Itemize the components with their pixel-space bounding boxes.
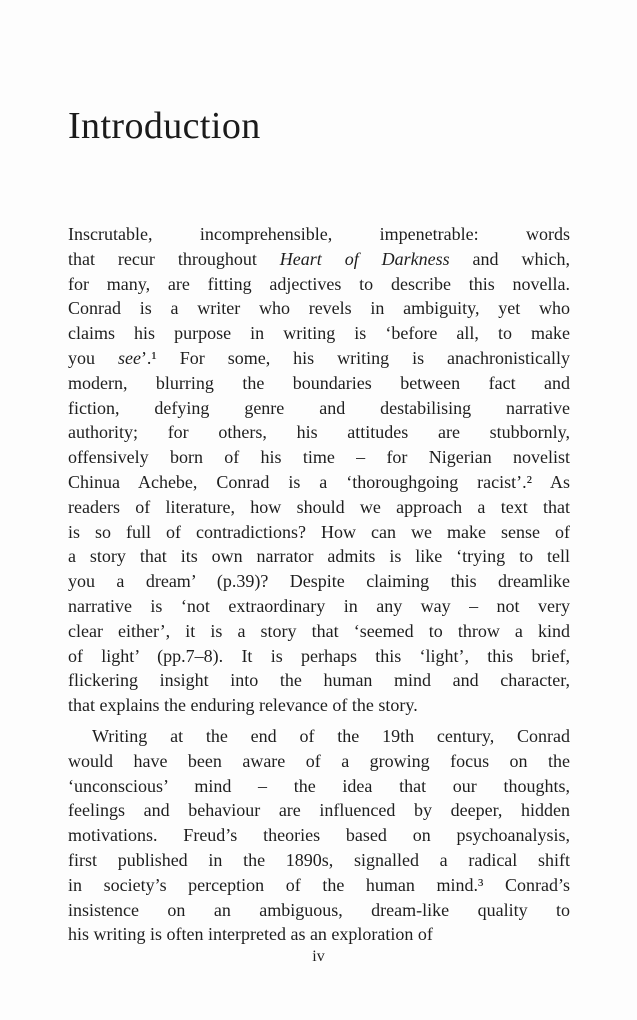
text-segment: and which,: [449, 248, 570, 269]
text-line: [68, 693, 570, 718]
text-segment: of light’ (pp.7–8). It is perhaps this ‘light’, this brief,: [68, 645, 570, 666]
paragraph: [68, 222, 570, 718]
text-segment: ’.¹ For some, his writing is anachronistically: [140, 347, 570, 368]
text-segment: Chinua Achebe, Conrad is a ‘thoroughgoing racist’.² As: [68, 471, 570, 492]
text-segment: for many, are fitting adjectives to describe this novella.: [68, 273, 570, 294]
text-line: [68, 644, 570, 669]
text-segment: offensively born of his time – for Nigerian novelist: [68, 447, 570, 468]
text-segment: first published in the 1890s, signalled a radical shift: [68, 849, 570, 870]
text-line: [68, 873, 570, 898]
text-segment: flickering insight into the human mind and character,: [68, 670, 570, 691]
text-line: [68, 272, 570, 297]
page-title: Introduction: [68, 105, 261, 147]
text-segment: is so full of contradictions? How can we make sense of: [68, 521, 570, 542]
text-segment: motivations. Freud’s theories based on psychoanalysis,: [68, 825, 570, 846]
text-line: [68, 569, 570, 594]
text-segment: Conrad is a writer who revels in ambiguity, yet who: [68, 298, 570, 319]
text-line: [68, 495, 570, 520]
text-segment: that recur throughout: [68, 248, 280, 269]
text-segment: modern, blurring the boundaries between fact and: [68, 372, 570, 393]
text-segment: his writing is often interpreted as an exploration of: [68, 924, 433, 945]
text-line: [68, 668, 570, 693]
text-segment: readers of literature, how should we approach a text that: [68, 496, 570, 517]
body-text: [68, 222, 570, 947]
text-line: [68, 445, 570, 470]
text-line: [68, 749, 570, 774]
text-line: [68, 420, 570, 445]
text-line: [68, 470, 570, 495]
text-line: [68, 247, 570, 272]
text-line: [68, 296, 570, 321]
text-segment: authority; for others, his attitudes are stubbornly,: [68, 422, 570, 443]
text-line: [68, 724, 570, 749]
text-line: [68, 922, 570, 947]
text-line: [68, 823, 570, 848]
text-line: [68, 619, 570, 644]
text-segment: a story that its own narrator admits is like ‘trying to tell: [68, 546, 570, 567]
text-line: [68, 898, 570, 923]
text-line: [68, 396, 570, 421]
text-segment: fiction, defying genre and destabilising narrative: [68, 397, 570, 418]
text-segment: claims his purpose in writing is ‘before all, to make: [68, 323, 570, 344]
text-segment: narrative is ‘not extraordinary in any way – not very: [68, 595, 570, 616]
text-line: [68, 371, 570, 396]
text-segment: that explains the enduring relevance of the story.: [68, 695, 418, 716]
text-line: [68, 346, 570, 371]
text-line: [68, 848, 570, 873]
text-line: [68, 544, 570, 569]
text-line: [68, 798, 570, 823]
text-line: [68, 321, 570, 346]
text-segment: ‘unconscious’ mind – the idea that our thoughts,: [68, 775, 570, 796]
text-segment: feelings and behaviour are influenced by deeper, hidden: [68, 800, 570, 821]
text-segment: Inscrutable, incomprehensible, impenetrable: words: [68, 224, 570, 244]
paragraph: [68, 724, 570, 947]
text-segment: Writing at the end of the 19th century, Conrad: [92, 725, 570, 746]
text-segment: insistence on an ambiguous, dream-like quality to: [68, 899, 570, 920]
italic-text: Heart of Darkness: [279, 248, 450, 269]
text-line: [68, 774, 570, 799]
text-segment: you a dream’ (p.39)? Despite claiming this dreamlike: [68, 571, 570, 592]
text-segment: in society’s perception of the human mind.³ Conrad’s: [68, 874, 570, 895]
text-line: [68, 520, 570, 545]
page-number: iv: [312, 948, 325, 965]
text-line: [68, 594, 570, 619]
text-segment: would have been aware of a growing focus on the: [68, 750, 570, 771]
text-line: [68, 222, 570, 247]
italic-text: see: [117, 347, 141, 368]
text-segment: clear either’, it is a story that ‘seemed to throw a kind: [68, 620, 570, 641]
text-segment: you: [68, 347, 118, 368]
